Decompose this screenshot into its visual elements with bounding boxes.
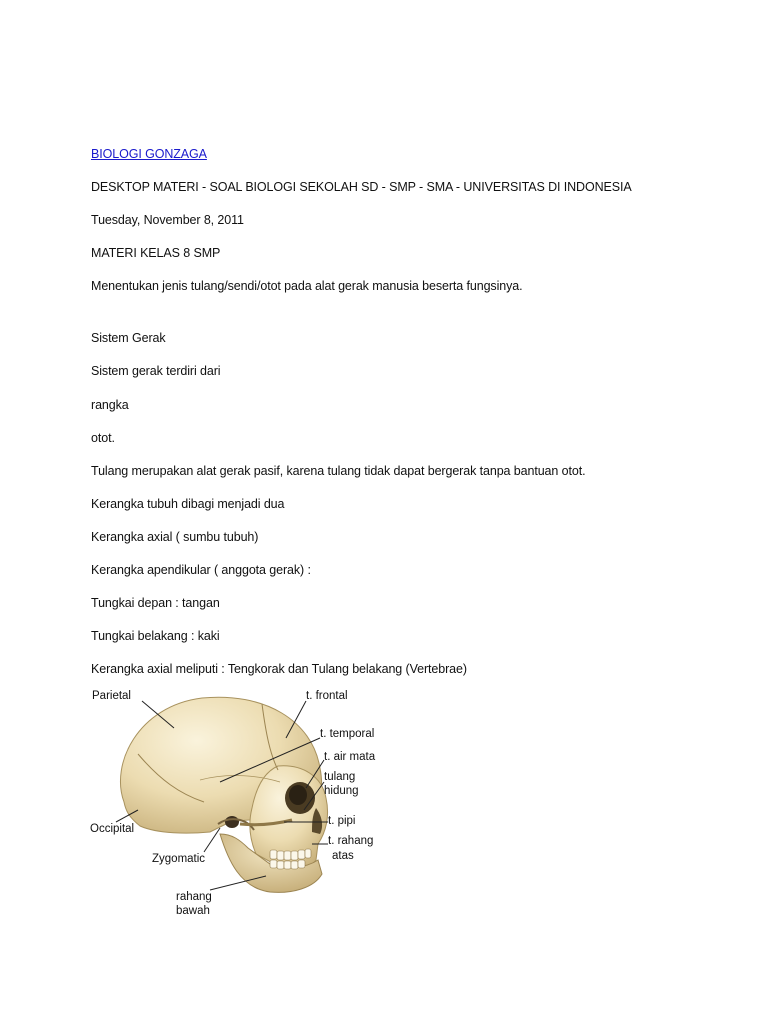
- body-text: Tulang merupakan alat gerak pasif, karena tulang tidak dapat bergerak tanpa bantuan otot.: [91, 464, 586, 478]
- body-text: Kerangka apendikular ( anggota gerak) :: [91, 563, 311, 577]
- label-pipi: t. pipi: [328, 815, 356, 827]
- blog-title-link[interactable]: BIOLOGI GONZAGA: [91, 147, 207, 161]
- body-text: Tungkai depan : tangan: [91, 596, 220, 610]
- label-rahang-bawah-2: bawah: [176, 905, 210, 917]
- body-text: Kerangka tubuh dibagi menjadi dua: [91, 497, 285, 511]
- label-temporal: t. temporal: [320, 728, 375, 740]
- label-rahang-bawah-1: rahang: [176, 891, 212, 903]
- label-air-mata: t. air mata: [324, 751, 376, 763]
- body-text: Tungkai belakang : kaki: [91, 629, 220, 643]
- label-occipital: Occipital: [90, 823, 135, 835]
- label-hidung: hidung: [324, 785, 359, 797]
- blog-description: DESKTOP MATERI - SOAL BIOLOGI SEKOLAH SD - SMP - SMA - UNIVERSITAS DI INDONESIA: [91, 180, 632, 194]
- body-text: rangka: [91, 398, 129, 412]
- body-text: Sistem gerak terdiri dari: [91, 364, 221, 378]
- label-tulang: tulang: [324, 771, 356, 783]
- post-title: MATERI KELAS 8 SMP: [91, 246, 221, 260]
- body-text: Kerangka axial meliputi : Tengkorak dan Tulang belakang (Vertebrae): [91, 662, 467, 676]
- post-date: Tuesday, November 8, 2011: [91, 213, 244, 227]
- label-rahang-atas-1: t. rahang: [328, 835, 374, 847]
- label-rahang-atas-2: atas: [332, 850, 354, 862]
- label-parietal: Parietal: [92, 690, 131, 702]
- intro-text: Menentukan jenis tulang/sendi/otot pada alat gerak manusia beserta fungsinya.: [91, 279, 523, 293]
- skull-illustration: [80, 684, 400, 924]
- label-frontal: t. frontal: [306, 690, 348, 702]
- label-zygomatic: Zygomatic: [152, 853, 206, 865]
- body-text: Kerangka axial ( sumbu tubuh): [91, 530, 259, 544]
- body-text: otot.: [91, 431, 115, 445]
- ear-canal-shape: [225, 816, 239, 828]
- skull-figure: [80, 684, 400, 924]
- section-heading: Sistem Gerak: [91, 331, 166, 345]
